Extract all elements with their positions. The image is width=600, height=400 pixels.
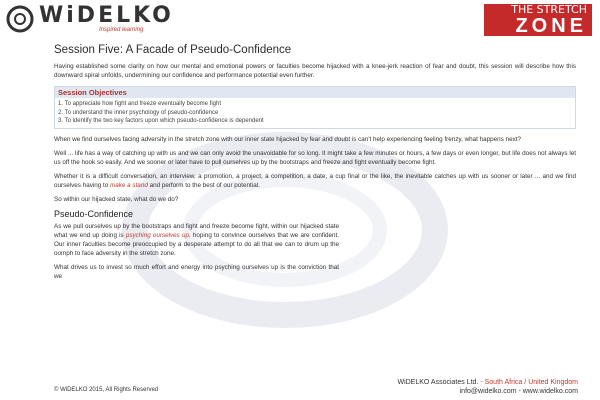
widelko-logo [6, 5, 174, 33]
paragraph-3-text-a: Whether it is a difficult conversation, an interview, a promotion, a project, a competition, a date, a cup final or the like, the inevitable catches up with us sooner or later ... and we find ourselves having to [54, 172, 576, 189]
paragraph-2: Well ... life has a way of catching up with us and we can only avoid the unavoidable for so long. It might take a few minutes or hours, a few days or even longer, but life does not always let us off the hook so easily. And we sooner or later have to pull ourselves up by the bootstraps and freeze and fight eventually become fight. [54, 149, 576, 166]
paragraph-5-text-a: As we pull ourselves up by the bootstraps and fight and freeze become fight, within our hijacked state what we end up doing is [54, 222, 339, 239]
objectives-title: Session Objectives [55, 87, 575, 98]
paragraph-3 [54, 172, 576, 190]
logo-circle-icon [6, 5, 34, 33]
company-region: - South Africa / United Kingdom [478, 379, 578, 386]
zone-top-text: THE STRETCH [511, 3, 587, 16]
contact-links[interactable]: info@widelko.com - www.widelko.com [459, 388, 578, 395]
session-title: Session Five: A Facade of Pseudo-Confidence [54, 44, 292, 56]
paragraph-6: What drives us to invest so much effort and energy into psyching ourselves up is the conviction that we [54, 263, 339, 280]
logo-tagline: Inspired learning [99, 27, 144, 33]
document-body [54, 44, 576, 281]
copyright: © WiDELKO 2015, All Rights Reserved [54, 387, 159, 393]
objective-item: 2. To understand the inner psychology of pseudo-confidence [58, 109, 219, 116]
objectives-list [55, 98, 575, 128]
intro-paragraph: Having established some clarity on how our mental and emotional powers or faculties become hijacked with a knee-jerk reaction of fear and doubt, this session will describe how this downward spiral unfolds, undermining our confidence and performance potential even further. [54, 63, 576, 79]
make-a-stand-highlight: make a stand [110, 181, 148, 189]
paragraph-1: When we find ourselves facing adversity in the stretch zone with our inner state hijacked by fear and doubt is can't help experiencing feeling frenzy, what happens next? [54, 135, 521, 143]
objective-item: 1. To appreciate how fight and freeze eventually become fight [58, 101, 221, 107]
paragraph-3-text-b: and perform to the best of our potential. [149, 181, 260, 189]
page-header [0, 0, 600, 40]
objectives-box [54, 86, 576, 129]
stretch-zone-badge [484, 4, 592, 36]
paragraph-5-text-b: hoping to convince ourselves that we are confident. Our inner faculties become preoccupied by a desperate attempt to do all that we can to drum up the oomph to face adversity in the stretch zone. [54, 231, 340, 257]
objective-item: 3. To identify the two key factors upon which pseudo-confidence is dependent [58, 118, 264, 124]
footer-contact-block [397, 378, 578, 396]
paragraph-4: So within our hijacked state, what do we do? [54, 195, 179, 203]
paragraph-5 [54, 222, 339, 258]
section-title: Pseudo-Confidence [54, 208, 134, 219]
company-name: WiDELKO Associates Ltd. [397, 379, 479, 386]
logo-name: WiDELKO [39, 3, 174, 28]
zone-bottom-text: ZONE [515, 15, 587, 37]
psyching-highlight: psyching ourselves up, [125, 231, 191, 239]
